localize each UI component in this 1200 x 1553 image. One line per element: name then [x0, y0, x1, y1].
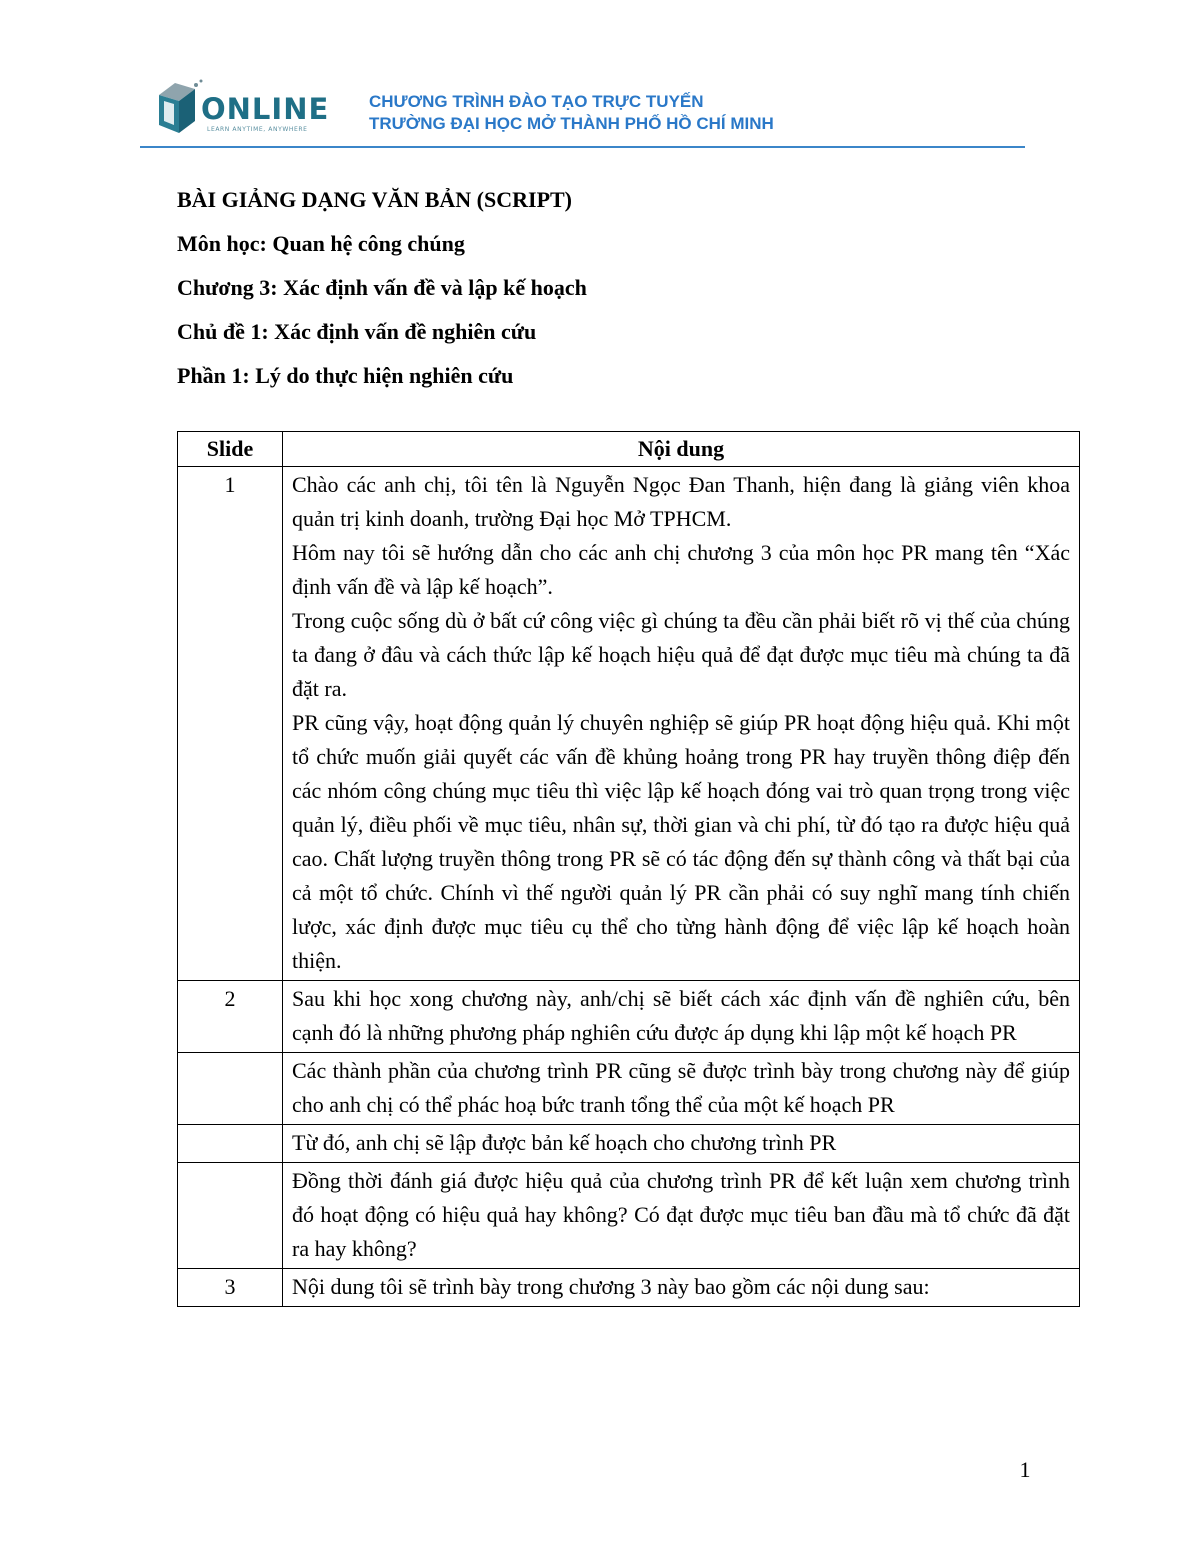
content-paragraph: Hôm nay tôi sẽ hướng dẫn cho các anh chị chương 3 của môn học PR mang tên “Xác định vấn đề và lập kế hoạch”.: [292, 540, 1070, 599]
page-number: 1: [1019, 1457, 1031, 1482]
subject-line: Môn học: Quan hệ công chúng: [177, 231, 465, 256]
slide-content: [283, 467, 1080, 981]
content-paragraph: Trong cuộc sống dù ở bất cứ công việc gì chúng ta đều cần phải biết rõ vị thế của chúng ta đang ở đâu và cách thức lập kế hoạch hiệu quả để đạt được mục tiêu mà chúng ta đã đặt ra.: [292, 608, 1070, 701]
header-line-program: CHƯƠNG TRÌNH ĐÀO TẠO TRỰC TUYẾN: [369, 92, 704, 111]
content-paragraph: Sau khi học xong chương này, anh/chị sẽ biết cách xác định vấn đề nghiên cứu, bên cạnh đó là những phương pháp nghiên cứu được áp dụng khi lập một kế hoạch PR: [292, 986, 1070, 1045]
topic-line: Chủ đề 1: Xác định vấn đề nghiên cứu: [177, 319, 537, 344]
header-institution: [369, 91, 774, 135]
column-header-slide: Slide: [178, 432, 283, 467]
logo-mark-icon: [155, 77, 205, 137]
table-row: [178, 1163, 1080, 1269]
slide-content: [283, 981, 1080, 1053]
slide-content: [283, 1053, 1080, 1125]
slide-number: 2: [178, 981, 283, 1053]
column-header-content: Nội dung: [283, 432, 1080, 467]
document-title: BÀI GIẢNG DẠNG VĂN BẢN (SCRIPT): [177, 187, 573, 212]
header-line-university: TRƯỜNG ĐẠI HỌC MỞ THÀNH PHỐ HỒ CHÍ MINH: [369, 114, 774, 133]
content-paragraph: Chào các anh chị, tôi tên là Nguyễn Ngọc Đan Thanh, hiện đang là giảng viên khoa quản trị kinh doanh, trường Đại học Mở TPHCM.: [292, 472, 1070, 531]
content-paragraph: PR cũng vậy, hoạt động quản lý chuyên nghiệp sẽ giúp PR hoạt động hiệu quả. Khi một tổ chức muốn giải quyết các vấn đề khủng hoảng trong PR hay truyền thông điệp đến các nhóm công chúng mục tiêu thì việc lập kế hoạch đóng vai trò quan trọng trong việc quản lý, điều phối về mục tiêu, nhân sự, thời gian và chi phí, từ đó tạo ra được hiệu quả cao. Chất lượng truyền thông trong PR sẽ có tác động đến sự thành công và thất bại của cả một tổ chức. Chính vì thế người quản lý PR cần phải có suy nghĩ mang tính chiến lược, xác định được mục tiêu cụ thể cho từng hành động để việc lập kế hoạch hoàn thiện.: [292, 710, 1070, 973]
table-header-row: [178, 432, 1080, 467]
header-divider: [140, 146, 1025, 148]
content-paragraph: Từ đó, anh chị sẽ lập được bản kế hoạch cho chương trình PR: [292, 1130, 837, 1155]
slide-content: [283, 1269, 1080, 1307]
slide-number: [178, 1163, 283, 1269]
document-titles: [177, 178, 1077, 398]
slide-number: 1: [178, 467, 283, 981]
slide-number: 3: [178, 1269, 283, 1307]
script-table: [177, 431, 1080, 1307]
slide-number: [178, 1125, 283, 1163]
table-row: [178, 981, 1080, 1053]
slide-content: [283, 1125, 1080, 1163]
chapter-line: Chương 3: Xác định vấn đề và lập kế hoạch: [177, 275, 587, 300]
table-row: [178, 1269, 1080, 1307]
table-row: [178, 1125, 1080, 1163]
slide-number: [178, 1053, 283, 1125]
content-paragraph: Nội dung tôi sẽ trình bày trong chương 3 này bao gồm các nội dung sau:: [292, 1274, 930, 1299]
table-row: [178, 1053, 1080, 1125]
part-line: Phần 1: Lý do thực hiện nghiên cứu: [177, 363, 514, 388]
page-header: [155, 75, 1040, 150]
content-paragraph: Đồng thời đánh giá được hiệu quả của chương trình PR để kết luận xem chương trình đó hoạt động có hiệu quả hay không? Có đạt được mục tiêu ban đầu mà tổ chức đã đặt ra hay không?: [292, 1168, 1070, 1261]
slide-content: [283, 1163, 1080, 1269]
logo-text: ONLINE: [201, 92, 330, 126]
table-row: [178, 467, 1080, 981]
content-paragraph: Các thành phần của chương trình PR cũng sẽ được trình bày trong chương này để giúp cho anh chị có thể phác hoạ bức tranh tổng thể của một kế hoạch PR: [292, 1058, 1070, 1117]
online-logo: [155, 75, 330, 137]
logo-tagline: LEARN ANYTIME, ANYWHERE: [207, 126, 308, 133]
